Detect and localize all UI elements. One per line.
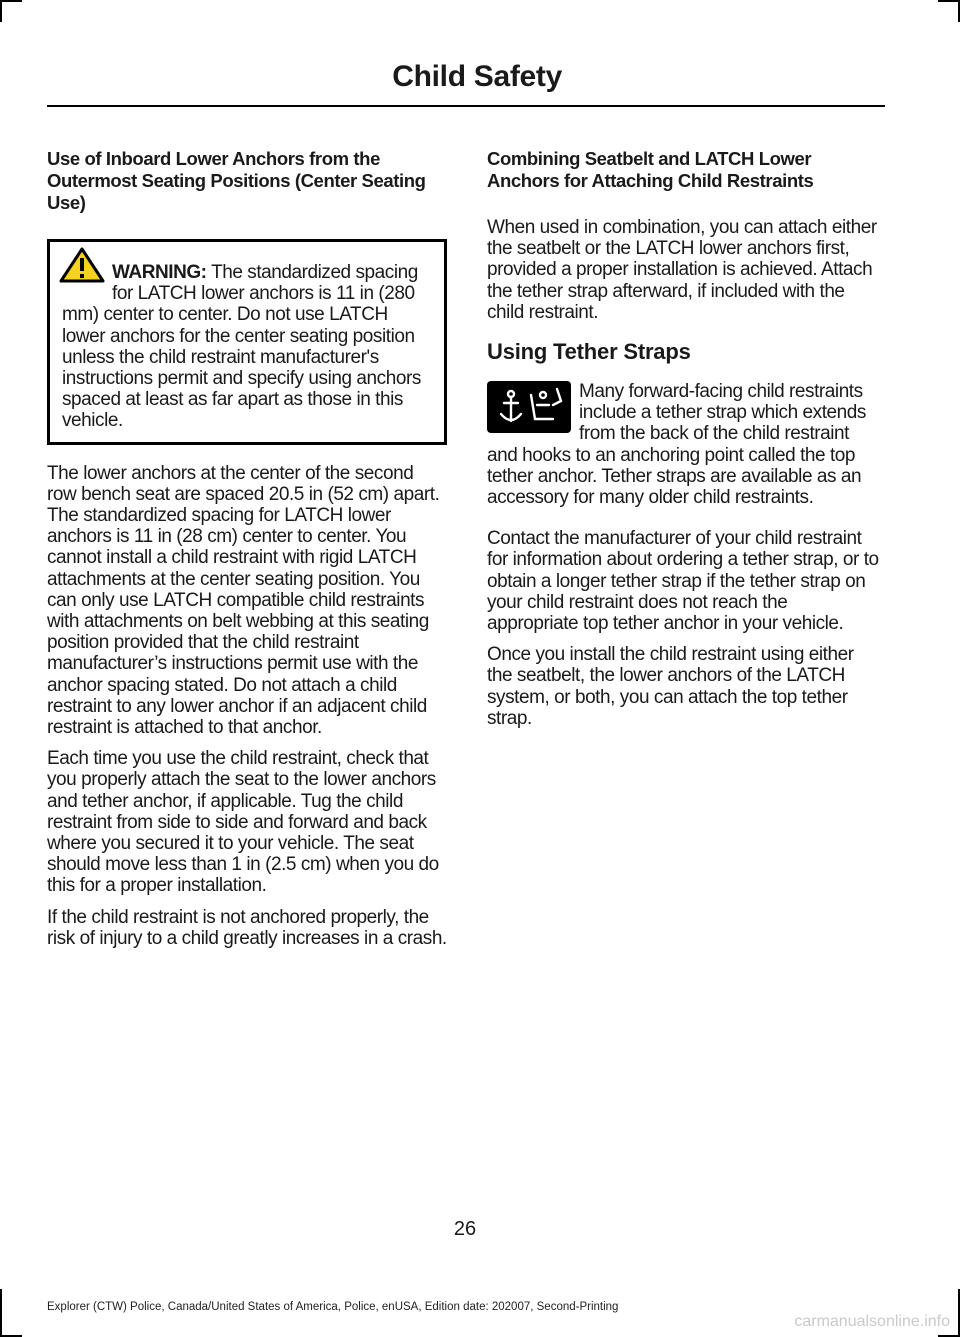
watermark: carmanualsonline.info: [794, 1313, 950, 1330]
body-paragraph: The lower anchors at the center of the second row bench seat are spaced 20.5 in (52 cm) apart. The standardized spacing for LATCH lower anchors is 11 in (28 cm) center to center. You cannot install a child restraint with rigid LATCH attachments at the center seating position. You can only use LATCH compatible child restraints with attachments on belt webbing at this seating position provided that the child restraint manufacturer’s instructions permit use with the anchor spacing stated. Do not attach a child restraint to any lower anchor if an adjacent child restraint is attached to that anchor.: [47, 462, 440, 739]
crop-mark: [0, 1289, 2, 1337]
section-heading-combining: Combining Seatbelt and LATCH Lower Anchors for Attaching Child Restraints: [487, 148, 814, 191]
warning-paragraph: [62, 262, 434, 432]
crop-mark: [0, 0, 2, 22]
body-paragraph: Once you install the child restraint using either the seatbelt, the lower anchors of the LATCH system, or both, you can attach the top tether strap.: [487, 644, 854, 729]
section-heading-tether: Using Tether Straps: [487, 339, 691, 365]
page-number: 26: [453, 1218, 477, 1240]
crop-mark: [0, 0, 22, 2]
section-heading-center-seating: Use of Inboard Lower Anchors from the Outermost Seating Positions (Center Seating Use): [47, 148, 426, 213]
left-column: [47, 148, 447, 959]
body-paragraph: If the child restraint is not anchored properly, the risk of injury to a child greatly increases in a crash.: [47, 906, 447, 949]
body-paragraph: When used in combination, you can attach either the seatbelt or the LATCH lower anchors first, provided a proper installation is achieved. Attach the tether strap afterward, if included with the child restraint.: [487, 217, 877, 323]
warning-triangle-icon: [58, 246, 106, 284]
crop-mark: [938, 0, 960, 2]
header-divider: [47, 105, 885, 107]
body-paragraph: [487, 381, 881, 508]
warning-text: The standardized spacing for LATCH lower anchors is 11 in (280 mm) center to center. Do not use LATCH lower anchors for the center seating position unless the child restraint manufacturer's instructions permit and specify using anchors spaced at least as far apart as those in this vehicle.: [62, 262, 421, 432]
tether-paragraph-text: Many forward-facing child restraints include a tether strap which extends from the back of the child restraint and hooks to an anchoring point called the top tether anchor. Tether straps are available as an accessory for many older child restraints.: [487, 381, 866, 509]
footer-text: Explorer (CTW) Police, Canada/United States of America, Police, enUSA, Edition date: 202007, Second-Printing: [47, 1301, 619, 1313]
warning-label: WARNING:: [112, 262, 207, 283]
body-paragraph: Each time you use the child restraint, check that you properly attach the seat to the lower anchors and tether anchor, if applicable. Tug the child restraint from side to side and forward and back where you secured it to your vehicle. The seat should move less than 1 in (2.5 cm) when you do this for a proper installation.: [47, 748, 439, 897]
page-title: Child Safety: [392, 60, 562, 93]
right-column: [487, 148, 881, 739]
body-paragraph: Contact the manufacturer of your child restraint for information about ordering a tether strap, or to obtain a longer tether strap if the tether strap on your child restraint does not reach the appropriate top tether anchor in your vehicle.: [487, 528, 879, 635]
tether-anchor-child-seat-icon: [487, 381, 571, 433]
warning-box: [47, 239, 447, 445]
